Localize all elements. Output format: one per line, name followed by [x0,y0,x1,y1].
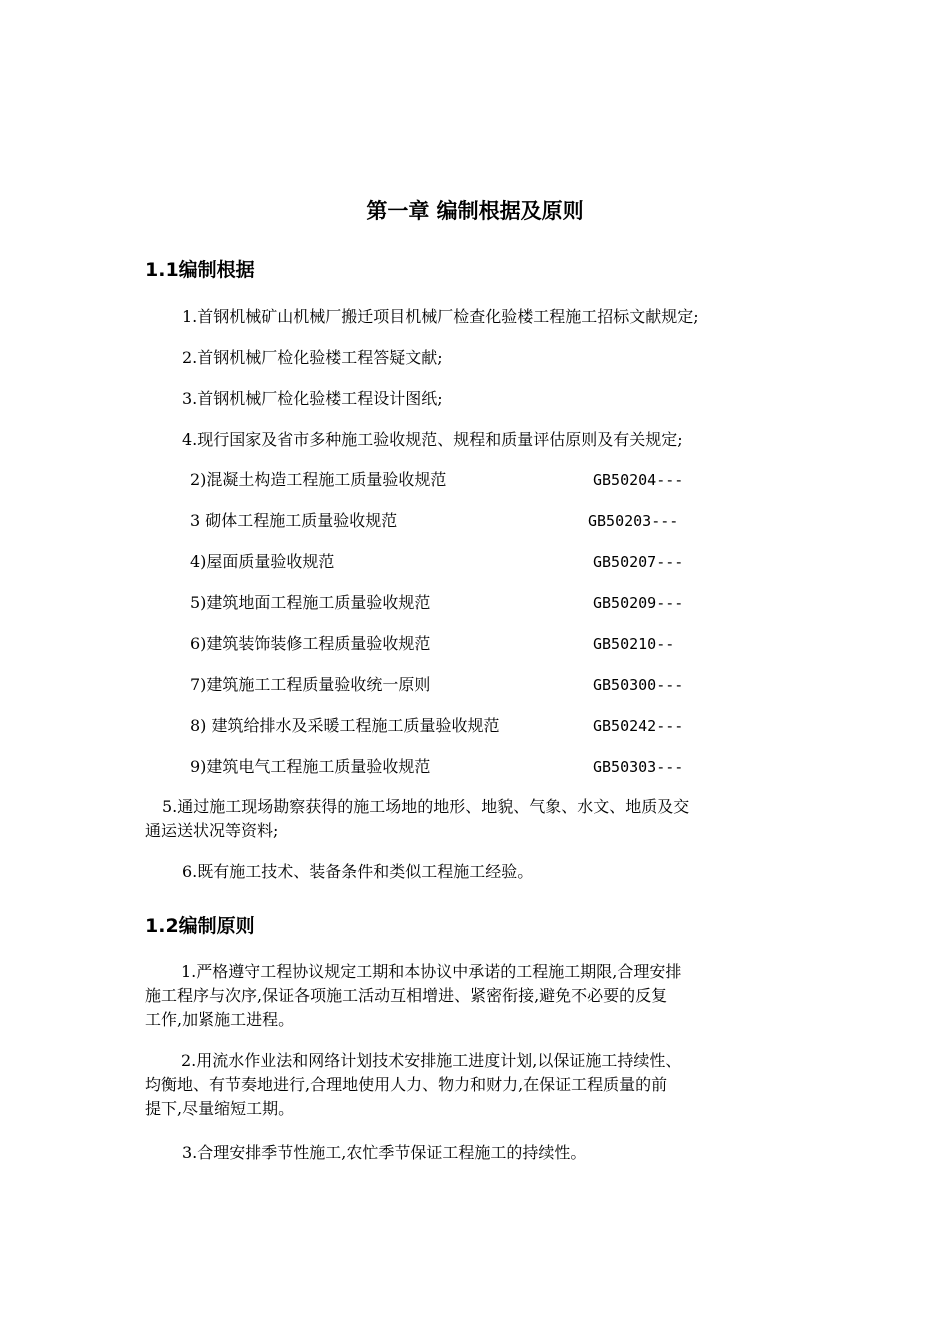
section-heading-basis: 1.1编制根据 [145,259,255,281]
paragraph-line: 提下,尽量缩短工期。 [145,1099,295,1118]
standard-code: GB50242--- [593,717,684,735]
standard-name: 3 砌体工程施工质量验收规范 [190,511,398,530]
standard-row [190,468,710,492]
standard-row [190,755,710,779]
standard-row [190,509,710,533]
principle-paragraph-1 [145,960,805,1032]
standard-code: GB50210-- [593,635,675,653]
basis-item-5 [145,795,805,843]
standard-code: GB50300--- [593,676,684,694]
standard-row [190,632,710,656]
paragraph-line: 均衡地、有节奏地进行,合理地使用人力、物力和财力,在保证工程质量的前 [145,1075,668,1094]
paragraph-line: 2.用流水作业法和网络计划技术安排施工进度计划,以保证施工持续性、 [181,1051,682,1070]
standard-code: GB50207--- [593,553,684,571]
chapter-title: 第一章 编制根据及原则 [366,199,584,223]
basis-item-4: 4.现行国家及省市多种施工验收规范、规程和质量评估原则及有关规定; [182,430,683,449]
standard-name: 5)建筑地面工程施工质量验收规范 [190,593,431,612]
standard-row [190,714,710,738]
standard-row [190,673,710,697]
basis-item-6: 6.既有施工技术、装备条件和类似工程施工经验。 [182,862,534,881]
paragraph-line: 1.严格遵守工程协议规定工期和本协议中承诺的工程施工期限,合理安排 [181,962,682,981]
standard-name: 4)屋面质量验收规范 [190,552,335,571]
standard-code: GB50203--- [588,512,679,530]
basis-item-5-line: 通运送状况等资料; [145,821,279,840]
basis-item-1: 1.首钢机械矿山机械厂搬迁项目机械厂检查化验楼工程施工招标文献规定; [182,307,699,326]
standard-row [190,550,710,574]
standard-code: GB50204--- [593,471,684,489]
standard-name: 7)建筑施工工程质量验收统一原则 [190,675,431,694]
standard-name: 6)建筑装饰装修工程质量验收规范 [190,634,431,653]
standard-row [190,591,710,615]
section-heading-principles: 1.2编制原则 [145,915,255,937]
basis-item-3: 3.首钢机械厂检化验楼工程设计图纸; [182,389,443,408]
standard-name: 9)建筑电气工程施工质量验收规范 [190,757,431,776]
paragraph-line: 施工程序与次序,保证各项施工活动互相增进、紧密衔接,避免不必要的反复 [145,986,668,1005]
principle-paragraph-2 [145,1049,805,1121]
basis-item-2: 2.首钢机械厂检化验楼工程答疑文献; [182,348,443,367]
principle-paragraph-3: 3.合理安排季节性施工,农忙季节保证工程施工的持续性。 [182,1143,587,1162]
standard-code: GB50209--- [593,594,684,612]
standard-name: 8) 建筑给排水及采暖工程施工质量验收规范 [190,716,500,735]
paragraph-line: 工作,加紧施工进程。 [145,1010,295,1029]
standard-code: GB50303--- [593,758,684,776]
standard-name: 2)混凝土构造工程施工质量验收规范 [190,470,447,489]
basis-item-5-line: 5.通过施工现场勘察获得的施工场地的地形、地貌、气象、水文、地质及交 [162,797,690,816]
